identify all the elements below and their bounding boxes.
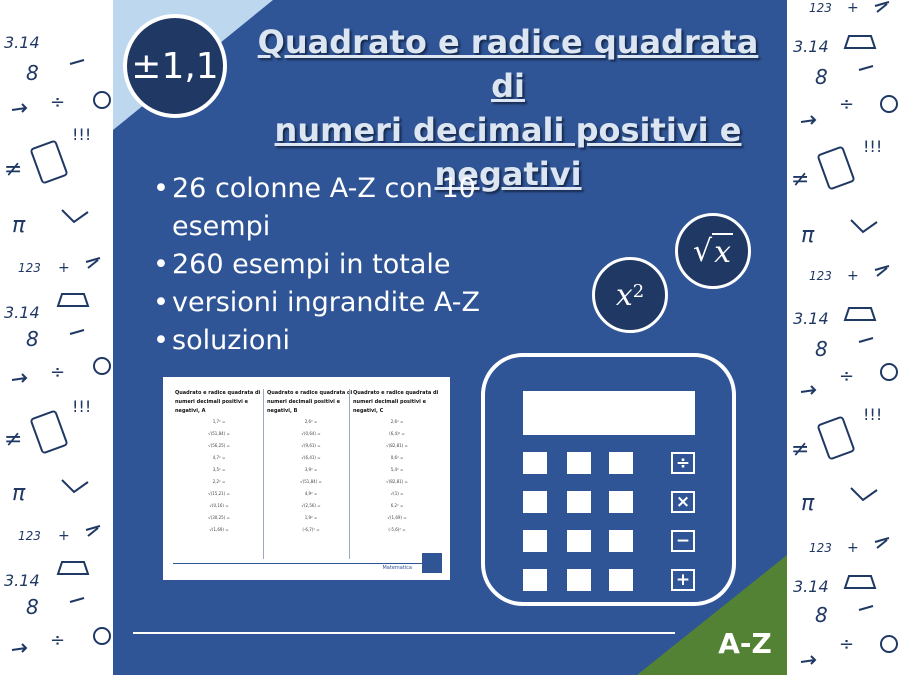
svg-text:+: + (58, 260, 70, 276)
feature-item: • 260 esempi in totale (153, 246, 483, 284)
preview-column-b (263, 389, 355, 559)
title-line-2: numeri decimali positivi e (274, 111, 742, 149)
svg-text:!!!: !!! (72, 125, 92, 144)
svg-text:3.14: 3.14 (793, 37, 829, 56)
calculator-key (567, 530, 591, 552)
svg-text:123: 123 (809, 269, 832, 283)
math-doodles-right (787, 0, 900, 675)
svg-text:÷: ÷ (50, 362, 66, 383)
preview-row: √(15,21) = (208, 491, 230, 496)
svg-text:8: 8 (26, 595, 39, 619)
preview-row: √(82,81) = (386, 479, 408, 484)
calculator-icon (422, 553, 442, 573)
preview-row: √(51,84) = (208, 431, 230, 436)
preview-row: √(9,61) = (301, 443, 321, 448)
preview-row: 3,5² = (212, 467, 226, 472)
svg-text:+: + (847, 268, 859, 284)
svg-text:123: 123 (809, 541, 832, 555)
calculator-key (609, 530, 633, 552)
doodle-decimal: 3.14 (4, 33, 40, 52)
calculator-key (523, 452, 547, 474)
multiply-key-icon: × (671, 491, 695, 513)
math-doodles-left (0, 0, 113, 675)
square-root-symbol-icon (675, 213, 751, 289)
svg-text:!!!: !!! (72, 397, 92, 416)
preview-row: 3,9² = (304, 467, 318, 472)
svg-text:123: 123 (18, 529, 41, 543)
minus-key-icon: − (671, 530, 695, 552)
svg-text:≠: ≠ (791, 167, 810, 192)
preview-row: √(1) = (390, 491, 404, 496)
square-symbol-icon (592, 257, 668, 333)
main-panel (113, 0, 787, 675)
feature-item: • soluzioni (153, 322, 483, 360)
svg-text:123: 123 (809, 1, 832, 15)
sqrt-radicand: x (714, 234, 732, 270)
bottom-divider (133, 632, 675, 634)
divide-key-icon: ÷ (671, 452, 695, 474)
feature-item: • 26 colonne A-Z con 10 esempi (153, 170, 483, 246)
preview-column-c (349, 389, 441, 559)
calculator-key (523, 569, 547, 591)
calculator-key (609, 452, 633, 474)
feature-list (153, 170, 483, 360)
preview-heading: Quadrato e radice quadrata di numeri decimali positivi e negativi, A (175, 390, 261, 414)
svg-text:÷: ÷ (839, 634, 855, 655)
svg-text:π: π (801, 491, 815, 516)
preview-row: 2,6² = (304, 419, 318, 424)
title-line-3: negativi (434, 155, 582, 193)
preview-row: 6,2² = (390, 503, 404, 508)
preview-row: √(56,25) = (208, 443, 230, 448)
svg-text:π: π (801, 223, 815, 248)
preview-row: √(6,41) = (301, 455, 321, 460)
preview-row: √(82,81) = (386, 443, 408, 448)
svg-text:8: 8 (26, 327, 39, 351)
svg-text:≠: ≠ (4, 427, 23, 452)
svg-text:+: + (847, 540, 859, 556)
title-line-1: Quadrato e radice quadrata di (257, 23, 759, 105)
svg-text:3.14: 3.14 (4, 571, 40, 590)
calculator-key (567, 491, 591, 513)
preview-row: 1,9² = (304, 515, 318, 520)
calculator-key (567, 452, 591, 474)
preview-row: √(2,56) = (301, 503, 321, 508)
preview-row: 4,7² = (212, 455, 226, 460)
preview-row: √(1,69) = (387, 515, 407, 520)
plus-key-icon: + (671, 569, 695, 591)
preview-heading: Quadrato e radice quadrata di numeri decimali positivi e negativi, C (353, 390, 439, 414)
square-exponent: 2 (632, 280, 645, 302)
preview-row: 0,6² = (390, 455, 404, 460)
feature-item: • versioni ingrandite A-Z (153, 284, 483, 322)
svg-text:≠: ≠ (4, 157, 23, 182)
preview-row: 5,4² = (390, 467, 404, 472)
sqrt-sign: √ (692, 233, 713, 269)
svg-text:3.14: 3.14 (4, 303, 40, 322)
svg-text:÷: ÷ (839, 94, 855, 115)
preview-row: 4,9² = (304, 491, 318, 496)
preview-row: (6,4)² = (389, 431, 405, 436)
right-doodle-strip (787, 0, 900, 675)
svg-text:+: + (58, 528, 70, 544)
preview-row: √(0,64) = (301, 431, 321, 436)
svg-text:π: π (12, 481, 26, 506)
calculator-key (523, 530, 547, 552)
preview-row: √(0,16) = (209, 503, 229, 508)
svg-text:3.14: 3.14 (793, 309, 829, 328)
preview-row: (-6,7)² = (302, 527, 320, 532)
square-base: x (615, 277, 633, 313)
preview-column-a (175, 389, 263, 559)
left-doodle-strip (0, 0, 113, 675)
preview-brand: Matematica (382, 565, 412, 571)
svg-text:8: 8 (26, 61, 39, 85)
svg-text:!!!: !!! (863, 405, 883, 424)
svg-text:÷: ÷ (50, 630, 66, 651)
preview-row: 2,2² = (212, 479, 226, 484)
svg-text:≠: ≠ (791, 437, 810, 462)
svg-text:!!!: !!! (863, 137, 883, 156)
calculator-key (523, 491, 547, 513)
svg-text:8: 8 (815, 603, 828, 627)
calculator-key (609, 491, 633, 513)
plus-minus-badge: ±1,1 (123, 14, 227, 118)
preview-row: √(30,25) = (208, 515, 230, 520)
svg-text:+: + (847, 0, 859, 16)
preview-row: (-5,6)² = (388, 527, 406, 532)
svg-text:π: π (12, 213, 26, 238)
preview-footer-line (173, 563, 440, 564)
svg-text:123: 123 (18, 261, 41, 275)
svg-text:8: 8 (815, 337, 828, 361)
preview-row: 1,7² = (212, 419, 226, 424)
calculator-key (609, 569, 633, 591)
calculator-screen (523, 391, 695, 435)
svg-text:8: 8 (815, 65, 828, 89)
preview-row: 2,6² = (390, 419, 404, 424)
calculator-key (567, 569, 591, 591)
preview-row: √(1,69) = (209, 527, 229, 532)
preview-row: √(51,84) = (300, 479, 322, 484)
svg-text:÷: ÷ (50, 92, 66, 113)
corner-label: A-Z (718, 627, 772, 660)
worksheet-preview (163, 377, 450, 580)
preview-heading: Quadrato e radice quadrata di numeri decimali positivi e negativi, B (267, 390, 353, 414)
svg-text:÷: ÷ (839, 366, 855, 387)
svg-text:3.14: 3.14 (793, 577, 829, 596)
